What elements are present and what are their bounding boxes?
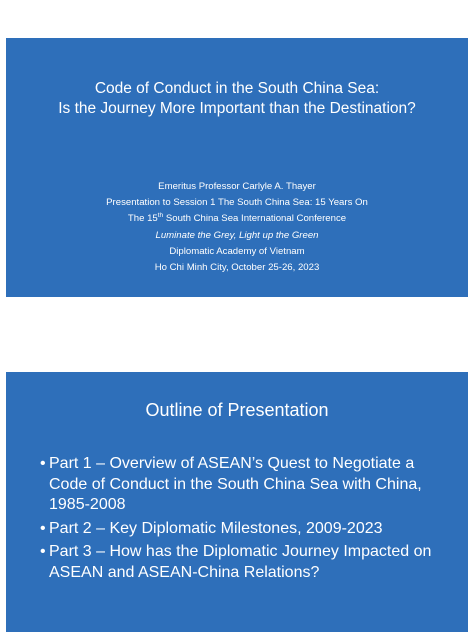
outline-bullet-item [40,519,454,540]
location-date: Ho Chi Minh City, October 25-26, 2023 [154,262,320,274]
conference-name [6,211,468,227]
bullet-text: Part 1 – Overview of ASEAN’s Quest to Negotiate a Code of Conduct in the South China Sea with China, 1985-2008 [49,455,422,513]
outline-bullet-item [40,454,454,516]
title-slide [6,38,468,297]
bullet-icon: • [40,543,46,560]
conference-prefix: The 15 [127,213,158,225]
bullet-text: Part 2 – Key Diplomatic Milestones, 2009-2023 [49,519,383,537]
outline-bullet-item [40,542,454,583]
conference-tagline: Luminate the Grey, Light up the Green [155,229,319,241]
bullet-icon: • [40,455,46,472]
presentation-title [6,79,468,119]
conference-ordinal-suffix: th [157,212,164,220]
session-info: Presentation to Session 1 The South China Sea: 15 Years On [106,197,368,209]
presentation-details [6,179,468,276]
conference-suffix: South China Sea International Conference [163,213,347,225]
outline-title: Outline of Presentation [145,400,329,420]
presenter-name: Emeritus Professor Carlyle A. Thayer [158,181,316,192]
title-line-2: Is the Journey More Important than the Destination? [58,100,416,117]
outline-slide [6,372,468,632]
title-line-1: Code of Conduct in the South China Sea: [94,80,380,97]
venue: Diplomatic Academy of Vietnam [169,245,305,257]
outline-bullet-list [40,454,454,586]
bullet-text: Part 3 – How has the Diplomatic Journey Impacted on ASEAN and ASEAN-China Relations? [49,543,432,581]
bullet-icon: • [40,519,46,537]
